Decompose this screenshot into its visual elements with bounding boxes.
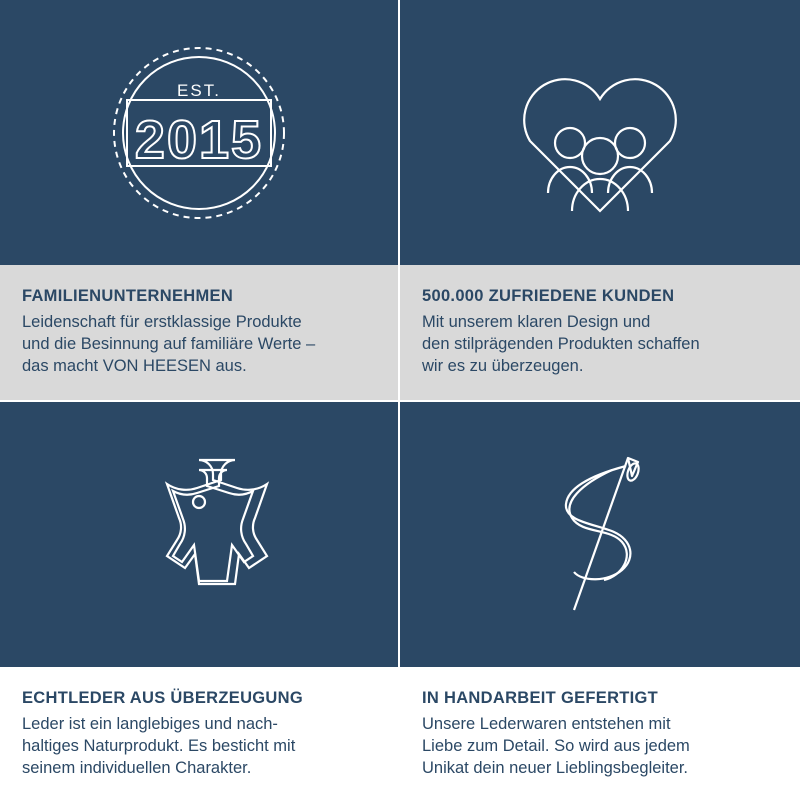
- feature-body: Mit unserem klaren Design und den stilprägenden Produkten schaffen wir es zu überzeugen.: [422, 312, 700, 375]
- feature-cell-familienunternehmen: [0, 0, 400, 402]
- feature-cell-echtleder: [0, 402, 400, 802]
- icon-pane-familienunternehmen: [0, 0, 400, 265]
- text-pane-zufriedene-kunden: [400, 265, 800, 400]
- feature-body: Unsere Lederwaren entstehen mit Liebe zum Detail. So wird aus jedem Unikat dein neuer Lieblingsbegleiter.: [422, 714, 690, 777]
- icon-pane-zufriedene-kunden: [400, 0, 800, 265]
- icon-pane-echtleder: [0, 402, 400, 667]
- heart-with-people-icon: [500, 43, 700, 223]
- feature-headline: IN HANDARBEIT GEFERTIGT: [422, 689, 659, 707]
- needle-and-thread-icon: [500, 440, 700, 630]
- feature-headline: 500.000 ZUFRIEDENE KUNDEN: [422, 287, 675, 305]
- feature-body: Leidenschaft für erstklassige Produkte und die Besinnung auf familiäre Werte – das macht VON HEESEN aus.: [22, 312, 316, 375]
- icon-pane-handarbeit: [400, 402, 800, 667]
- text-pane-familienunternehmen: [0, 265, 400, 400]
- feature-headline: ECHTLEDER AUS ÜBERZEUGUNG: [22, 689, 303, 707]
- badge-est-label: EST.: [177, 80, 221, 100]
- text-pane-echtleder: [0, 667, 400, 802]
- feature-headline: FAMILIENUNTERNEHMEN: [22, 287, 234, 305]
- feature-cell-handarbeit: [400, 402, 800, 802]
- feature-cell-zufriedene-kunden: [400, 0, 800, 402]
- leather-hide-tag-icon: [99, 440, 299, 630]
- text-pane-handarbeit: [400, 667, 800, 802]
- badge-year-label: 2015: [134, 109, 264, 170]
- feature-body: Leder ist ein langlebiges und nach- haltiges Naturprodukt. Es besticht mit seinem individuellen Charakter.: [22, 714, 296, 777]
- est-2015-badge-icon: [99, 38, 299, 228]
